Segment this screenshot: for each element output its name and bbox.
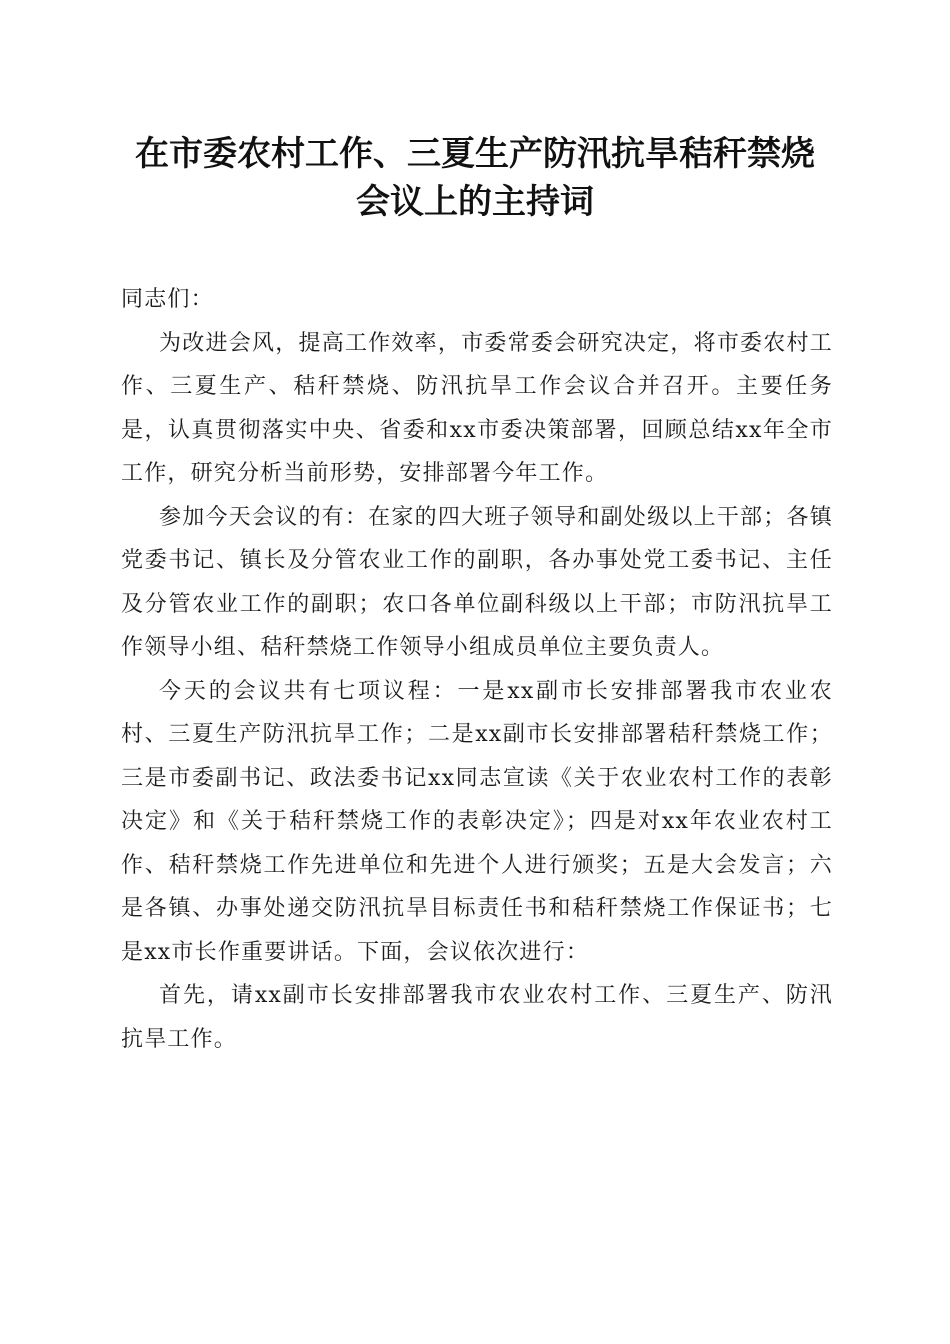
salutation: 同志们： — [121, 287, 214, 312]
paragraph-agenda: 今天的会议共有七项议程：一是xx副市长安排部署我市农业农村、三夏生产防汛抗旱工作；二是xx副市长安排部署秸秆禁烧工作；三是市委副书记、政法委书记xx同志宣读《关于农业农村工作的表彰决定》和《关于秸秆禁烧工作的表彰决定》；四是对xx年农业农村工作、秸秆禁烧工作先进单位和先进个人进行颁奖；五是大会发言；六是各镇、办事处递交防汛抗旱目标责任书和秸秆禁烧工作保证书；七是xx市长作重要讲话。下面，会议依次进行： — [121, 678, 833, 965]
document-title-line-2: 会议上的主持词 — [356, 182, 594, 222]
paragraph-first-item: 首先，请xx副市长安排部署我市农业农村工作、三夏生产、防汛抗旱工作。 — [121, 983, 833, 1052]
document-body — [121, 278, 833, 1061]
paragraph-attendees: 参加今天会议的有：在家的四大班子领导和副处级以上干部；各镇党委书记、镇长及分管农业工作的副职，各办事处党工委书记、主任及分管农业工作的副职；农口各单位副科级以上干部；市防汛抗旱工作领导小组、秸秆禁烧工作领导小组成员单位主要负责人。 — [121, 504, 833, 660]
document-title — [100, 130, 850, 226]
paragraph-purpose: 为改进会风，提高工作效率，市委常委会研究决定，将市委农村工作、三夏生产、秸秆禁烧、防汛抗旱工作会议合并召开。主要任务是，认真贯彻落实中央、省委和xx市委决策部署，回顾总结xx年全市工作，研究分析当前形势，安排部署今年工作。 — [121, 330, 833, 486]
document-title-line-1: 在市委农村工作、三夏生产防汛抗旱秸秆禁烧 — [135, 134, 815, 174]
